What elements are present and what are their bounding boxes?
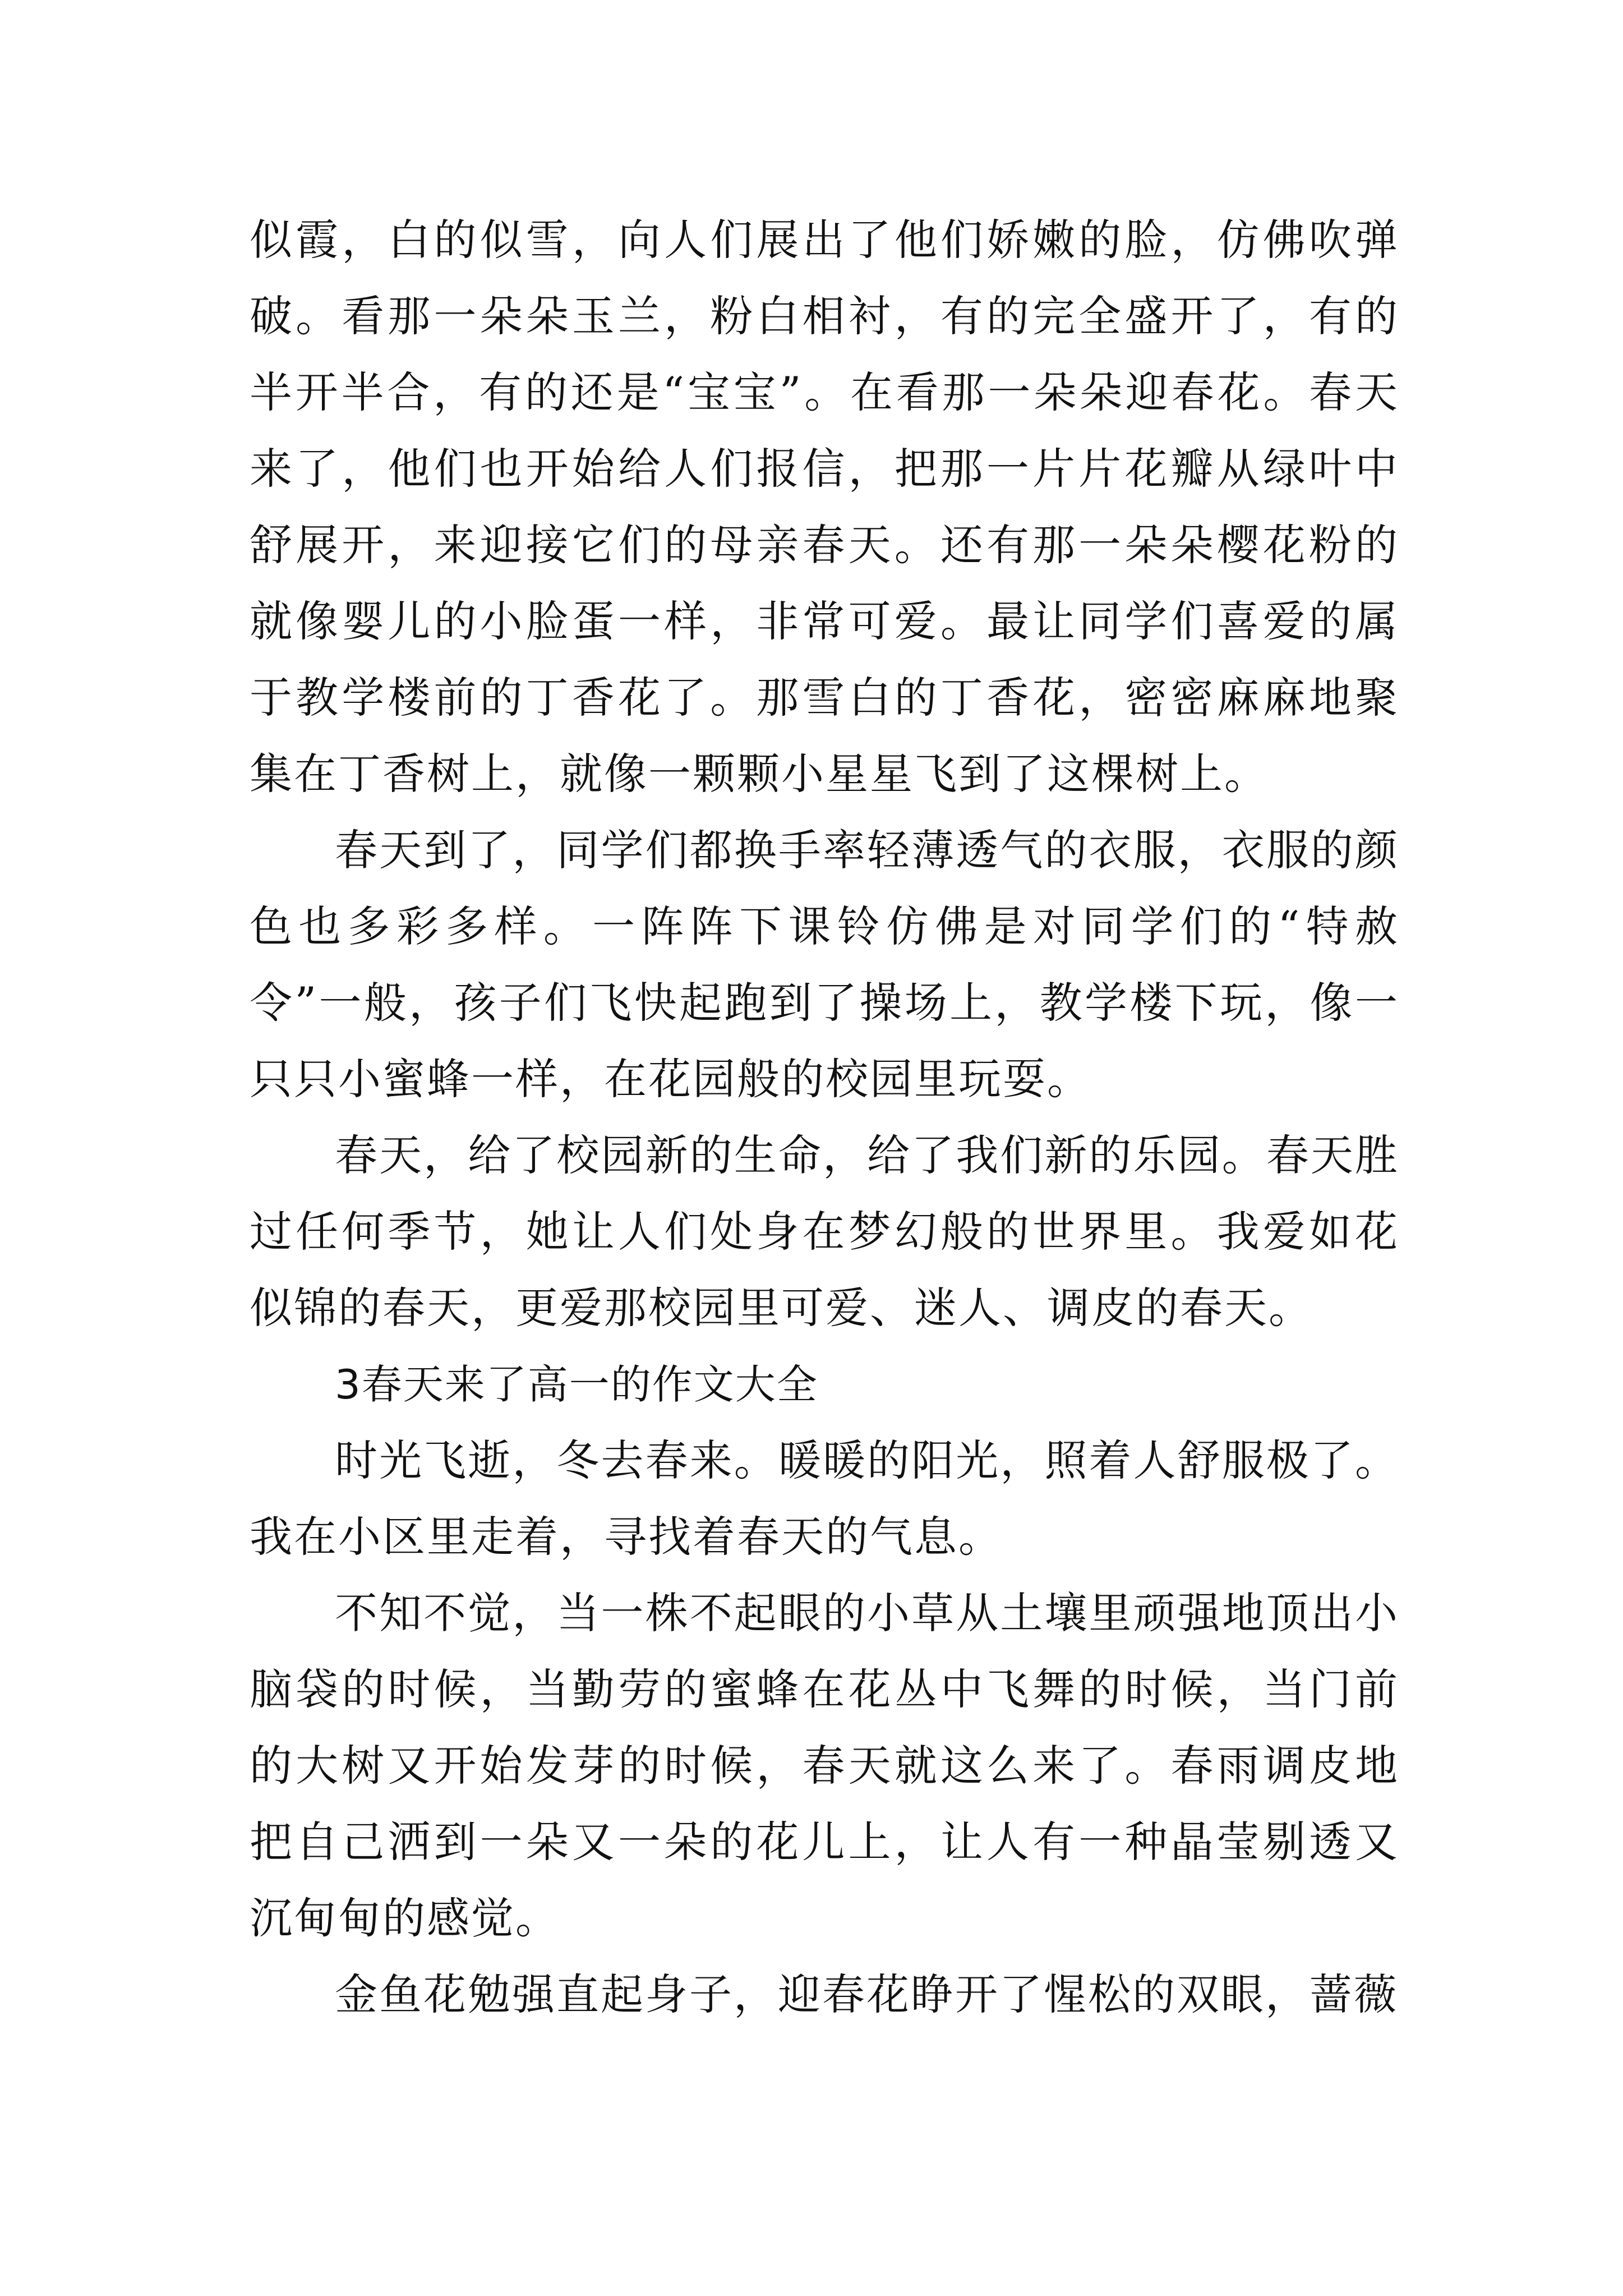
paragraph-3: 春天，给了校园新的生命，给了我们新的乐园。春天胜过任何季节，她让人们处身在梦幻般的世界里。我爱如花似锦的春天，更爱那校园里可爱、迷人、调皮的春天。	[250, 1130, 1399, 1333]
paragraph-5: 不知不觉，当一株不起眼的小草从土壤里顽强地顶出小脑袋的时候，当勤劳的蜜蜂在花丛中飞舞的时候，当门前的大树又开始发芽的时候，春天就这么来了。春雨调皮地把自己洒到一朵又一朵的花儿上，让人有一种晶莹剔透又沉甸甸的感觉。	[250, 1588, 1399, 1943]
document-body	[250, 202, 1399, 2033]
paragraph-6: 金鱼花勉强直起身子，迎春花睁开了惺松的双眼，蔷薇	[335, 1970, 1398, 2019]
section-heading: 3春天来了高一的作文大全	[335, 1361, 818, 1408]
paragraph-4: 时光飞逝，冬去春来。暖暖的阳光，照着人舒服极了。我在小区里走着，寻找着春天的气息。	[250, 1435, 1399, 1562]
paragraph-2: 春天到了，同学们都换手率轻薄透气的衣服，衣服的颜色也多彩多样。一阵阵下课铃仿佛是对同学们的“特赦令”一般，孩子们飞快起跑到了操场上，教学楼下玩，像一只只小蜜蜂一样，在花园般的校园里玩耍。	[250, 825, 1399, 1104]
paragraph-1: 似霞，白的似雪，向人们展出了他们娇嫩的脸，仿佛吹弹破。看那一朵朵玉兰，粉白相衬，有的完全盛开了，有的半开半合，有的还是“宝宝”。在看那一朵朵迎春花。春天来了，他们也开始给人们报信，把那一片片花瓣从绿叶中舒展开，来迎接它们的母亲春天。还有那一朵朵樱花粉的就像婴儿的小脸蛋一样，非常可爱。最让同学们喜爱的属于教学楼前的丁香花了。那雪白的丁香花，密密麻麻地聚集在丁香树上，就像一颗颗小星星飞到了这棵树上。	[250, 215, 1399, 799]
